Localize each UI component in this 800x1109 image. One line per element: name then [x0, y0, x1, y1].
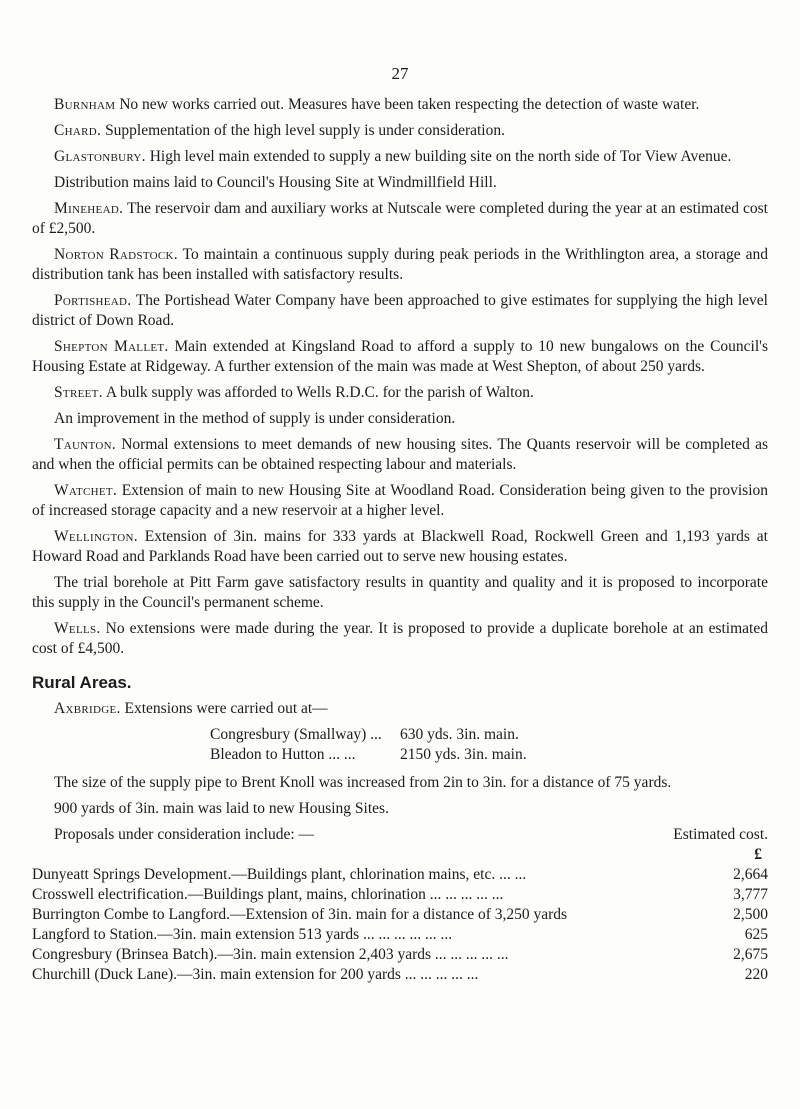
proposal-cost: 2,664	[733, 866, 768, 883]
report-paragraph	[32, 121, 768, 141]
report-paragraph	[32, 245, 768, 285]
extension-row	[32, 725, 768, 745]
extension-detail: 630 yds. 3in. main.	[400, 726, 519, 743]
paragraph-body: Supplementation of the high level supply is under consideration.	[105, 122, 505, 139]
body-text	[32, 95, 768, 985]
currency-symbol: £	[754, 846, 762, 863]
cost-column-label: Estimated cost.	[673, 826, 768, 843]
proposal-row	[32, 925, 768, 945]
district-name: Street.	[54, 384, 103, 401]
district-name: Chard.	[54, 122, 102, 139]
paragraph-body: A bulk supply was afforded to Wells R.D.C. for the parish of Walton.	[105, 384, 534, 401]
extension-row	[32, 745, 768, 765]
report-paragraph	[32, 527, 768, 567]
paragraph-body: Extension of 3in. mains for 333 yards at Blackwell Road, Rockwell Green and 1,193 yards at Howard Road and Parklands Road have been carried out to serve new housing estates.	[32, 528, 768, 565]
report-paragraph	[32, 383, 768, 403]
extension-place: Bleadon to Hutton ... ...	[210, 746, 356, 763]
proposal-cost: 2,675	[733, 946, 768, 963]
paragraph-body: To maintain a continuous supply during peak periods in the Writhlington area, a storage and distribution tank has been installed with satisfactory results.	[32, 246, 768, 283]
housing-note: 900 yards of 3in. main was laid to new Housing Sites.	[54, 800, 389, 817]
paragraph-body: The Portishead Water Company have been approached to give estimates for supplying the high level district of Down Road.	[32, 292, 768, 329]
proposal-cost: 220	[744, 966, 768, 983]
proposal-description: Dunyeatt Springs Development.—Buildings plant, chlorination mains, etc. ... ...	[32, 866, 527, 883]
page-number: 27	[391, 64, 409, 83]
proposals-table	[32, 865, 768, 985]
report-paragraph	[32, 147, 768, 167]
report-paragraph	[32, 435, 768, 475]
proposal-cost: 625	[744, 926, 768, 943]
district-name: Norton Radstock.	[54, 246, 178, 263]
proposals-header	[32, 825, 768, 845]
proposal-row	[32, 885, 768, 905]
district-name: Wellington.	[54, 528, 138, 545]
district-name: Axbridge.	[54, 700, 121, 717]
report-paragraph	[32, 337, 768, 377]
proposal-row	[32, 965, 768, 985]
report-paragraph	[32, 619, 768, 659]
district-name: Portishead.	[54, 292, 132, 309]
paragraph-body: Distribution mains laid to Council's Housing Site at Windmillfield Hill.	[54, 174, 497, 191]
urban-paragraphs	[32, 95, 768, 659]
district-name: Glastonbury.	[54, 148, 146, 165]
paragraph-body: Main extended at Kingsland Road to afford a supply to 10 new bungalows on the Council's Housing Estate at Ridgeway. A further extension of the main was made at West Shepton, of about 250 yards.	[32, 338, 768, 375]
proposal-description: Langford to Station.—3in. main extension 513 yards ... ... ... ... ... ...	[32, 926, 453, 943]
district-name: Burnham	[54, 96, 116, 113]
pipe-note: The size of the supply pipe to Brent Knoll was increased from 2in to 3in. for a distance of 75 yards.	[54, 774, 672, 791]
district-name: Wells.	[54, 620, 101, 637]
paragraph-body: Extension of main to new Housing Site at Woodland Road. Consideration being given to the provision of increased storage capacity and a new reservoir at a higher level.	[32, 482, 768, 519]
proposal-cost: 2,500	[733, 906, 768, 923]
proposal-description: Churchill (Duck Lane).—3in. main extension for 200 yards ... ... ... ... ...	[32, 966, 479, 983]
extensions-list	[32, 725, 768, 765]
proposal-cost: 3,777	[733, 886, 768, 903]
proposals-label: Proposals under consideration include: —	[54, 826, 315, 843]
paragraph-body: The reservoir dam and auxiliary works at Nutscale were completed during the year at an estimated cost of £2,500.	[32, 200, 768, 237]
paragraph-body: Normal extensions to meet demands of new housing sites. The Quants reservoir will be completed as and when the official permits can be obtained respecting labour and materials.	[32, 436, 768, 473]
axbridge-intro: Extensions were carried out at—	[124, 700, 328, 717]
extension-detail: 2150 yds. 3in. main.	[400, 746, 527, 763]
proposal-description: Crosswell electrification.—Buildings plant, mains, chlorination ... ... ... ... ...	[32, 886, 504, 903]
proposal-row	[32, 865, 768, 885]
proposal-row	[32, 945, 768, 965]
report-paragraph	[32, 199, 768, 239]
axbridge-paragraph	[32, 699, 768, 719]
report-paragraph	[32, 95, 768, 115]
report-paragraph	[32, 173, 768, 193]
proposal-description: Burrington Combe to Langford.—Extension of 3in. main for a distance of 3,250 yards	[32, 906, 568, 923]
paragraph-body: High level main extended to supply a new building site on the north side of Tor View Avenue.	[149, 148, 732, 165]
proposal-description: Congresbury (Brinsea Batch).—3in. main extension 2,403 yards ... ... ... ... ...	[32, 946, 509, 963]
report-paragraph	[32, 481, 768, 521]
proposal-row	[32, 905, 768, 925]
rural-areas-heading: Rural Areas.	[32, 673, 132, 692]
paragraph-body: No new works carried out. Measures have been taken respecting the detection of waste water.	[119, 96, 700, 113]
district-name: Minehead.	[54, 200, 124, 217]
paragraph-body: No extensions were made during the year. It is proposed to provide a duplicate borehole at an estimated cost of £4,500.	[32, 620, 768, 657]
extension-place: Congresbury (Smallway) ...	[210, 726, 382, 743]
report-paragraph	[32, 291, 768, 331]
paragraph-body: The trial borehole at Pitt Farm gave satisfactory results in quantity and quality and it is proposed to incorporate this supply in the Council's permanent scheme.	[32, 574, 768, 611]
district-name: Watchet.	[54, 482, 118, 499]
report-paragraph	[32, 409, 768, 429]
paragraph-body: An improvement in the method of supply is under consideration.	[54, 410, 456, 427]
district-name: Taunton.	[54, 436, 116, 453]
district-name: Shepton Mallet.	[54, 338, 169, 355]
report-paragraph	[32, 573, 768, 613]
